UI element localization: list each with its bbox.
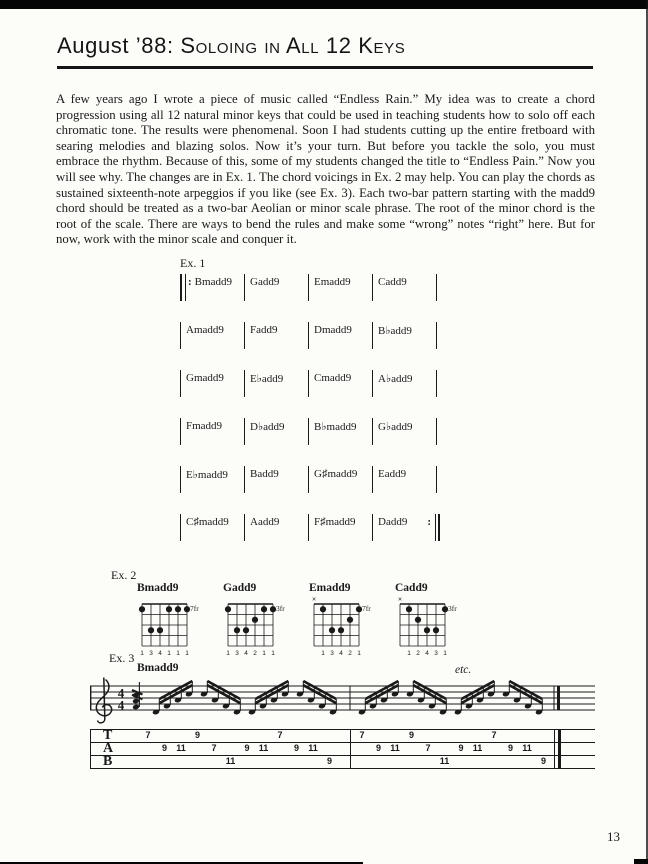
barline xyxy=(436,466,437,493)
ex2-diagrams xyxy=(135,582,479,662)
chord-name: B♭madd9 xyxy=(314,421,357,433)
fingering-digit: 1 xyxy=(140,650,144,657)
chord-row xyxy=(180,418,440,445)
time-signature-bottom: 4 xyxy=(117,697,125,713)
time-signature-top: 4 xyxy=(117,685,125,701)
fingering-digit: 1 xyxy=(226,650,230,657)
chord-cell xyxy=(372,274,436,301)
tab-final-barline-thin xyxy=(554,729,555,768)
treble-clef-icon xyxy=(96,678,111,723)
barline xyxy=(436,370,437,397)
fingering-digit: 1 xyxy=(167,650,171,657)
fingering-digit: 1 xyxy=(407,650,411,657)
tab-fret-number: 11 xyxy=(176,743,186,753)
chord-cell xyxy=(372,418,436,445)
chord-row xyxy=(180,370,440,397)
chord-cell xyxy=(180,322,244,349)
chord-diagram xyxy=(135,582,221,662)
scan-edge-top xyxy=(0,0,648,9)
chord-name: F♯madd9 xyxy=(314,516,356,528)
barline xyxy=(436,322,437,349)
finger-dot xyxy=(424,627,430,633)
fingering-digit: 4 xyxy=(425,650,429,657)
fret-position-label: 7fr xyxy=(362,604,371,613)
fingering-digit: 2 xyxy=(416,650,420,657)
chord-name: D♭add9 xyxy=(250,421,285,433)
chord-name: Aadd9 xyxy=(250,516,280,528)
fingering-digit: 1 xyxy=(321,650,325,657)
finger-dot xyxy=(139,606,145,612)
chord-name: B♭add9 xyxy=(378,325,412,337)
fingering-digit: 1 xyxy=(357,650,361,657)
chord-name: E♭add9 xyxy=(250,373,284,385)
barline xyxy=(438,514,440,541)
chord-cell xyxy=(180,274,244,301)
page-number: 13 xyxy=(607,829,620,844)
chord-name: Bmadd9 xyxy=(194,276,232,288)
tab-fret-number: 9 xyxy=(458,743,464,753)
chord-cell xyxy=(180,370,244,397)
chord-cell xyxy=(372,466,436,493)
repeat-start-dots: : xyxy=(188,276,192,288)
chord-name: Dmadd9 xyxy=(314,324,352,336)
tab-fret-number: 11 xyxy=(439,756,450,766)
chord-cell xyxy=(180,466,244,493)
chord-name: Fadd9 xyxy=(250,324,278,336)
chord-cell xyxy=(308,274,372,301)
chord-name: G♯madd9 xyxy=(314,468,358,480)
fingering-digit: 1 xyxy=(271,650,275,657)
chord-row xyxy=(180,322,440,349)
beam xyxy=(413,681,446,699)
finger-dot xyxy=(329,627,335,633)
chord-name: E♭madd9 xyxy=(186,469,228,481)
ex1-label: Ex. 1 xyxy=(180,256,206,270)
chord-cell xyxy=(180,418,244,445)
fret-position-label: 3fr xyxy=(276,604,285,613)
tab-fret-number: 11 xyxy=(225,756,236,766)
chord-cell xyxy=(308,418,372,445)
beam xyxy=(303,681,336,699)
chord-row xyxy=(180,466,440,493)
chord-diagram xyxy=(307,582,393,662)
chord-cell xyxy=(372,322,436,349)
tab-measure-barline xyxy=(350,729,351,768)
barline xyxy=(436,418,437,445)
tab-fret-number: 11 xyxy=(258,743,269,753)
muted-string-mark: × xyxy=(311,596,317,604)
tab-fret-number: 11 xyxy=(472,743,483,753)
chord-name: Emadd9 xyxy=(314,276,351,288)
fingering-digit: 2 xyxy=(253,650,257,657)
title-main: Soloing in All 12 Keys xyxy=(180,33,406,58)
tab-fret-number: 11 xyxy=(308,743,318,753)
fret-position-label: 3fr xyxy=(448,604,457,613)
chord-name: Cmadd9 xyxy=(314,372,352,384)
tab-fret-number: 7 xyxy=(277,730,283,740)
chord-cell xyxy=(244,514,308,541)
fingering-digit: 1 xyxy=(443,650,447,657)
article-header xyxy=(57,33,593,69)
tab-fret-number: 7 xyxy=(425,743,431,753)
fretboard-grid xyxy=(393,595,473,657)
chord-diagram xyxy=(393,582,479,662)
chord-name: Fmadd9 xyxy=(186,420,223,432)
chord-name: Gmadd9 xyxy=(186,372,224,384)
tab-line xyxy=(90,768,595,769)
intro-paragraph: A few years ago I wrote a piece of music called “Endless Rain.” My idea was to create a chord progression using all 12 natural minor keys that could be used in teaching students how to solo off each chromatic tone. The results were phenomenal. Soon I had students cutting up the entire fretboard with searing melodies and blazing solos. Now it’s your turn. But before you tackle the solo, you must embrace the rhythm. Because of this, some of my students changed the title to “Endless Pain.” Now you will see why. The changes are in Ex. 1. The chord voicings in Ex. 2 may help. You can play the chords as sustained sixteenth-note arpeggios if you like (see Ex. 3). Each two-bar pattern starting with the madd9 chord should be treated as a two-bar Aeolian or minor scale phrase. The root of the minor chord is the root of the scale. There are ways to bend the rules and make some “wrong” notes “right” here. But for now, work with the minor scale and conquer it. xyxy=(56,92,595,247)
fretboard-grid xyxy=(307,595,387,657)
repeat-end-dots: : xyxy=(427,516,431,528)
tab-fret-number: 9 xyxy=(244,743,250,753)
tab-fret-number: 11 xyxy=(390,743,400,753)
tab-fret-number: 11 xyxy=(522,743,532,753)
tab-label-letter: A xyxy=(103,740,114,756)
title-prefix: August ’88: xyxy=(57,33,181,58)
beam xyxy=(207,681,240,699)
scan-edge-corner xyxy=(634,859,648,864)
tab-staff xyxy=(90,729,595,769)
page-title xyxy=(57,33,593,59)
finger-dot xyxy=(234,627,240,633)
tab-fret-number: 9 xyxy=(161,743,168,753)
tab-fret-number: 9 xyxy=(293,743,300,753)
finger-dot xyxy=(148,627,154,633)
chord-cell xyxy=(308,322,372,349)
tab-label-letter: T xyxy=(103,727,113,743)
title-rule xyxy=(57,66,593,69)
fingering-digit: 1 xyxy=(176,650,180,657)
chord-name: Cadd9 xyxy=(378,276,407,288)
note-head xyxy=(132,704,140,710)
chord-name: G♭add9 xyxy=(378,421,413,433)
chord-cell xyxy=(244,274,308,301)
fingering-digit: 3 xyxy=(330,650,334,657)
etc-label: etc. xyxy=(455,664,472,676)
chord-name: Gadd9 xyxy=(250,276,280,288)
chord-diagram-name: Cadd9 xyxy=(395,582,428,594)
tab-fret-number: 7 xyxy=(491,730,497,740)
tab-fret-number: 7 xyxy=(211,743,217,753)
music-staff-wrap xyxy=(90,676,595,731)
tab-fret-number: 7 xyxy=(145,730,151,740)
tab-line xyxy=(90,755,595,756)
fingering-digit: 4 xyxy=(244,650,248,657)
finger-dot xyxy=(252,617,258,623)
chord-cell xyxy=(372,370,436,397)
fretboard-grid xyxy=(135,595,215,657)
fingering-digit: 3 xyxy=(149,650,153,657)
fingering-digit: 4 xyxy=(158,650,162,657)
fingering-digit: 1 xyxy=(262,650,266,657)
chord-name: A♭add9 xyxy=(378,373,413,385)
muted-string-mark: × xyxy=(397,596,403,604)
chord-cell xyxy=(244,466,308,493)
music-staff xyxy=(90,676,595,726)
chord-row xyxy=(180,274,440,301)
fingering-digit: 3 xyxy=(434,650,438,657)
chord-cell xyxy=(308,514,372,541)
tab-fret-number: 9 xyxy=(408,730,415,740)
finger-dot xyxy=(225,606,231,612)
tab-fret-number: 9 xyxy=(326,756,333,766)
chord-cell xyxy=(180,514,244,541)
chord-cell xyxy=(244,322,308,349)
ex3-label: Ex. 3 xyxy=(109,651,135,665)
chord-diagram-name: Emadd9 xyxy=(309,582,351,594)
chord-name: Amadd9 xyxy=(186,324,224,336)
finger-dot xyxy=(166,606,172,612)
tab-final-barline-thick xyxy=(558,729,561,768)
fingering-digit: 3 xyxy=(235,650,239,657)
ex1-grid xyxy=(180,274,440,562)
finger-dot xyxy=(415,617,421,623)
chord-cell xyxy=(244,370,308,397)
fingering-digit: 1 xyxy=(185,650,189,657)
finger-dot xyxy=(347,617,353,623)
chord-diagram xyxy=(221,582,307,662)
tab-fret-number: 9 xyxy=(375,743,382,753)
tab-fret-number: 9 xyxy=(194,730,201,740)
chord-diagram-name: Bmadd9 xyxy=(137,582,179,594)
finger-dot xyxy=(175,606,181,612)
finger-dot xyxy=(433,627,439,633)
tab-fret-number: 9 xyxy=(540,756,547,766)
chord-cell xyxy=(308,466,372,493)
chord-name: Badd9 xyxy=(250,468,279,480)
note-head xyxy=(132,698,140,704)
chord-cell xyxy=(308,370,372,397)
ex2-label: Ex. 2 xyxy=(111,568,137,582)
chord-row xyxy=(180,514,440,541)
chord-name: Dadd9 xyxy=(378,516,408,528)
ex3-chord-name: Bmadd9 xyxy=(137,662,179,674)
chord-cell xyxy=(244,418,308,445)
finger-dot xyxy=(243,627,249,633)
tab-label-letter: B xyxy=(103,753,113,769)
tab-line xyxy=(90,729,595,730)
fret-position-label: 7fr xyxy=(190,604,199,613)
beam xyxy=(509,681,542,699)
finger-dot xyxy=(338,627,344,633)
finger-dot xyxy=(406,606,412,612)
chord-name: Eadd9 xyxy=(378,468,407,480)
barline xyxy=(436,274,437,301)
chord-cell xyxy=(372,514,436,541)
chord-name: C♯madd9 xyxy=(186,516,229,528)
fingering-digit: 4 xyxy=(339,650,343,657)
tab-system-barline xyxy=(90,729,91,768)
fingering-digit: 2 xyxy=(348,650,352,657)
tab-fret-number: 7 xyxy=(359,730,365,740)
finger-dot xyxy=(261,606,267,612)
chord-diagram-name: Gadd9 xyxy=(223,582,257,594)
finger-dot xyxy=(157,627,163,633)
fretboard-grid xyxy=(221,595,301,657)
tab-fret-number: 9 xyxy=(507,743,514,753)
finger-dot xyxy=(320,606,326,612)
